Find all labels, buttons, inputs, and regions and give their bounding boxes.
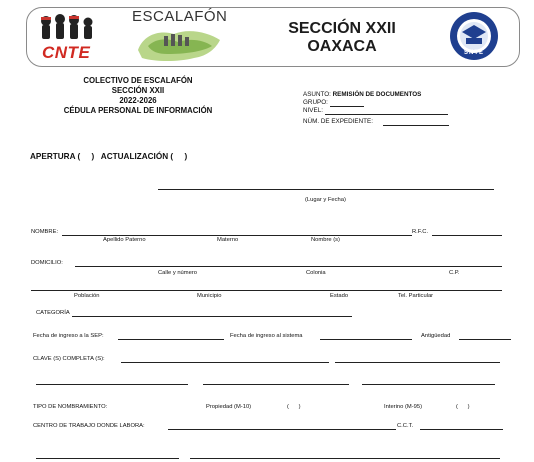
clave-field-2[interactable]: [335, 362, 500, 363]
clave-field-4[interactable]: [203, 384, 349, 385]
calle-caption: Calle y número: [158, 270, 197, 276]
clave-field-5[interactable]: [362, 384, 495, 385]
lugar-fecha-field[interactable]: [158, 189, 494, 190]
state-title: OAXACA: [307, 38, 377, 55]
header-band: [26, 7, 520, 67]
seccion-title: SECCIÓN XXII: [288, 20, 396, 37]
doc-title: [40, 76, 236, 116]
estado-caption: Estado: [330, 293, 349, 299]
ingreso-sistema-label: Fecha de ingreso al sistema: [230, 333, 303, 339]
centro-label: CENTRO DE TRABAJO DONDE LABORA:: [33, 423, 145, 429]
lugar-fecha-caption: (Lugar y Fecha): [305, 197, 346, 203]
ingreso-sep-field[interactable]: [118, 339, 224, 340]
grupo-field[interactable]: [330, 106, 364, 107]
doc-title-line1: COLECTIVO DE ESCALAFÓN: [83, 76, 193, 85]
nombramiento-label: TIPO DE NOMBRAMIENTO:: [33, 404, 108, 410]
rfc-field[interactable]: [432, 235, 502, 236]
doc-title-line3: 2022-2026: [119, 96, 157, 105]
antiguedad-field[interactable]: [459, 339, 511, 340]
clave-label: CLAVE (S) COMPLETA (S):: [33, 356, 105, 362]
cp-caption: C.P.: [449, 270, 460, 276]
interino-checkbox[interactable]: ( ): [456, 404, 470, 410]
nombres-caption: Nombre (s): [311, 237, 340, 243]
cct-label: C.C.T.: [397, 423, 414, 429]
snte-seal: [448, 10, 500, 62]
materno-caption: Materno: [217, 237, 239, 243]
escalafon-logo: [128, 8, 228, 64]
domicilio-field[interactable]: [75, 266, 502, 267]
poblacion-caption: Población: [74, 293, 100, 299]
municipio-caption: Municipio: [197, 293, 222, 299]
categoria-label: CATEGORÍA: [36, 310, 70, 316]
propiedad-label: Propiedad (M-10): [206, 404, 252, 410]
cnte-logo: [36, 11, 98, 63]
antiguedad-label: Antigüedad: [421, 333, 451, 339]
asunto-label: ASUNTO:: [303, 91, 331, 98]
ingreso-sep-label: Fecha de ingreso a la SEP:: [33, 333, 104, 339]
apertura-line: APERTURA ( ) ACTUALIZACIÓN ( ): [30, 152, 188, 161]
escalafon-title: ESCALAFÓN: [132, 8, 228, 25]
asunto-row: [303, 91, 421, 98]
nivel-field[interactable]: [325, 114, 448, 115]
interino-label: Interino (M-95): [384, 404, 423, 410]
poblacion-field[interactable]: [31, 290, 502, 291]
escalafon-map-icon: [134, 24, 224, 64]
rfc-label: R.F.C.: [412, 229, 429, 235]
doc-title-line2: SECCIÓN XXII: [111, 86, 165, 95]
clave-field-1[interactable]: [121, 362, 329, 363]
categoria-field[interactable]: [72, 316, 352, 317]
propiedad-checkbox[interactable]: ( ): [287, 404, 301, 410]
cnte-logo-text: CNTE: [42, 43, 91, 62]
apellido-paterno-caption: Apellido Paterno: [103, 237, 146, 243]
nivel-label: NIVEL:: [303, 107, 323, 114]
cct-field[interactable]: [420, 429, 503, 430]
colonia-caption: Colonia: [306, 270, 326, 276]
domicilio-label: DOMICILIO:: [31, 260, 63, 266]
extra-field-2[interactable]: [190, 458, 500, 459]
asunto-value: REMISIÓN DE DOCUMENTOS: [332, 91, 422, 98]
nombre-field[interactable]: [62, 235, 412, 236]
centro-field[interactable]: [168, 429, 396, 430]
clave-field-3[interactable]: [36, 384, 188, 385]
extra-field-1[interactable]: [36, 458, 179, 459]
grupo-label: GRUPO:: [303, 99, 328, 106]
tel-caption: Tel. Particular: [398, 293, 434, 299]
expediente-field[interactable]: [383, 125, 449, 126]
nombre-label: NOMBRE:: [31, 229, 59, 235]
seal-text: SNTE: [464, 50, 485, 56]
doc-title-line4: CÉDULA PERSONAL DE INFORMACIÓN: [63, 106, 213, 115]
expediente-label: NÚM. DE EXPEDIENTE:: [303, 118, 373, 125]
ingreso-sistema-field[interactable]: [320, 339, 412, 340]
